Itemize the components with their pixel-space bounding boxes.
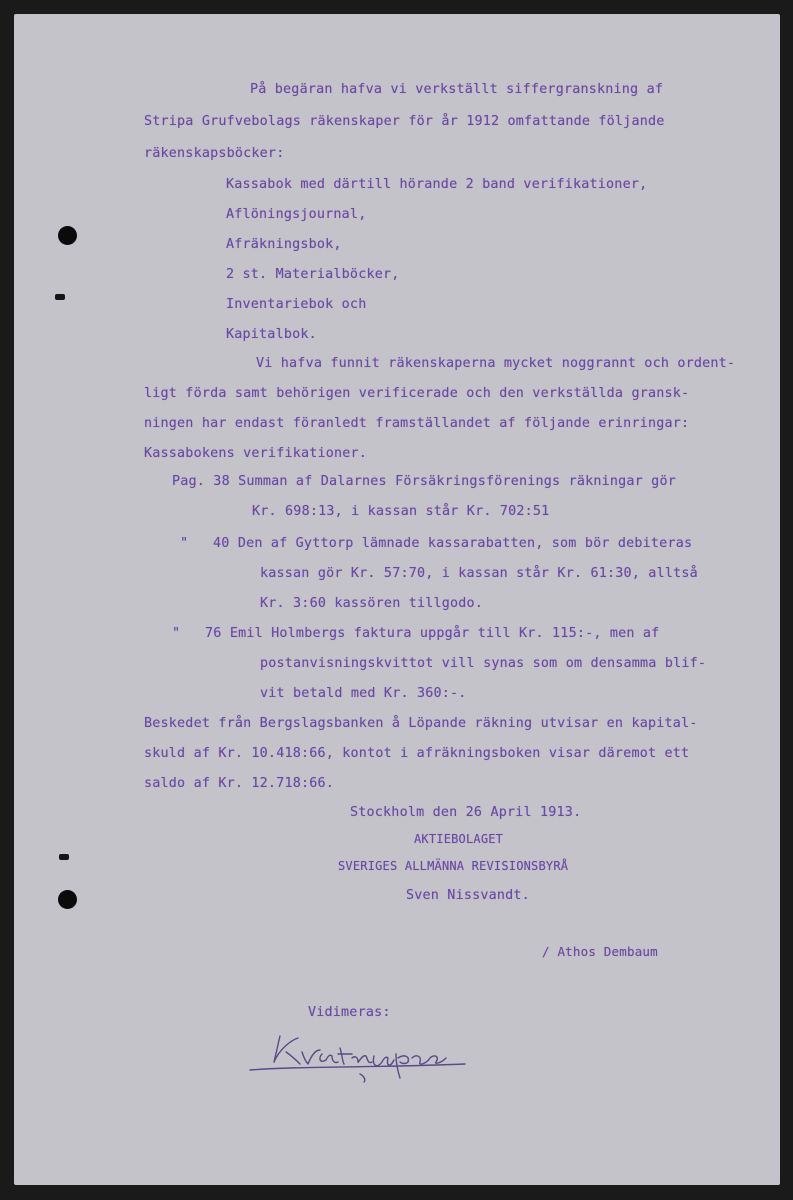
- paragraph1-line: Stripa Grufvebolags räkenskaper för år 1912 omfattande följande: [144, 114, 665, 129]
- book-item: Afräkningsbok,: [226, 237, 342, 252]
- remark-line: Pag. 38 Summan af Dalarnes Försäkringsförenings räkningar gör: [172, 474, 676, 489]
- closing-line: skuld af Kr. 10.418:66, kontot i afräkningsboken visar däremot ett: [144, 746, 690, 761]
- paragraph2-line: Kassabokens verifikationer.: [144, 446, 368, 461]
- book-item: Inventariebok och: [226, 297, 367, 312]
- closing-line: Beskedet från Bergslagsbanken å Löpande räkning utvisar en kapital-: [144, 716, 698, 731]
- paragraph2-line: ningen har endast föranledt framställandet af följande erinringar:: [144, 416, 690, 431]
- paragraph1-line: räkenskapsböcker:: [144, 146, 285, 161]
- remark-line: " 76 Emil Holmbergs faktura uppgår till Kr. 115:-, men af: [172, 626, 660, 641]
- remark-line: Kr. 3:60 kassören tillgodo.: [260, 596, 484, 611]
- company-line2: SVERIGES ALLMÄNNA REVISIONSBYRÅ: [338, 859, 569, 873]
- book-item: Aflöningsjournal,: [226, 207, 367, 222]
- remark-line: vit betald med Kr. 360:-.: [260, 686, 467, 701]
- remark-line: postanvisningskvittot vill synas som om densamma blif-: [260, 656, 707, 671]
- paragraph2-line: ligt förda samt behörigen verificerade och den verkställda gransk-: [144, 386, 690, 401]
- company-line1: AKTIEBOLAGET: [414, 832, 504, 846]
- co-signer: / Athos Dembaum: [542, 944, 658, 959]
- remark-line: kassan gör Kr. 57:70, i kassan står Kr. 61:30, alltså: [260, 566, 698, 581]
- book-item: Kassabok med därtill hörande 2 band verifikationer,: [226, 177, 648, 192]
- binding-mark-top: [55, 294, 65, 300]
- punch-hole-bottom: [58, 890, 77, 909]
- paragraph2-line: Vi hafva funnit räkenskaperna mycket noggrannt och ordent-: [256, 356, 736, 371]
- signer-name: Sven Nissvandt.: [406, 888, 530, 903]
- document-page: [14, 14, 780, 1185]
- book-item: Kapitalbok.: [226, 327, 317, 342]
- binding-mark-bottom: [59, 854, 69, 860]
- remark-line: " 40 Den af Gyttorp lämnade kassarabatten, som bör debiteras: [180, 536, 693, 551]
- handwritten-signature: [240, 1024, 470, 1084]
- punch-hole-top: [58, 226, 77, 245]
- place-date: Stockholm den 26 April 1913.: [350, 805, 582, 820]
- remark-line: Kr. 698:13, i kassan står Kr. 702:51: [252, 504, 550, 519]
- closing-line: saldo af Kr. 12.718:66.: [144, 776, 335, 791]
- paragraph1-line: På begäran hafva vi verkställt siffergranskning af: [250, 82, 664, 97]
- vidimeras-label: Vidimeras:: [308, 1005, 391, 1020]
- book-item: 2 st. Materialböcker,: [226, 267, 400, 282]
